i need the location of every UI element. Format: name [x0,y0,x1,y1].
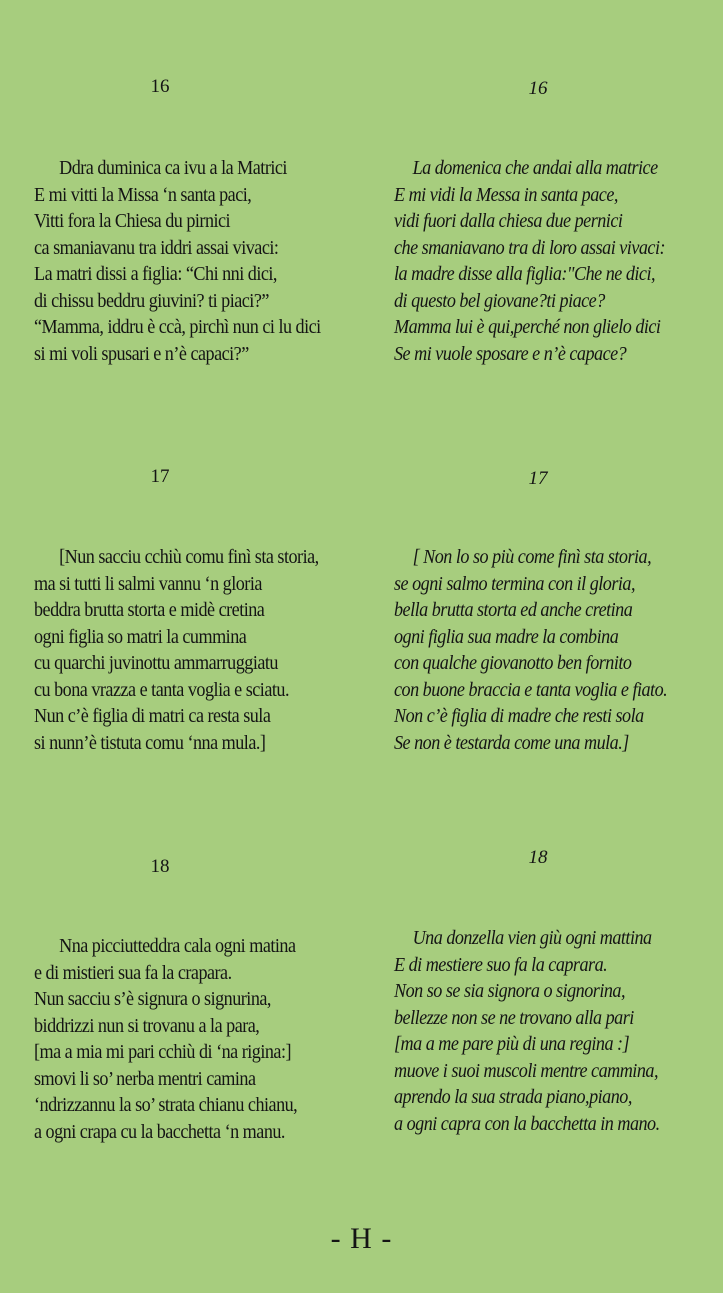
verse-line: la madre disse alla figlia:"Che ne dici, [394,264,656,285]
verse-line: Non c’è figlia di madre che resti sola [394,706,644,727]
sicilian-stanza-16 [34,156,321,368]
verse-line: di questo bel giovane?ti piace? [394,290,605,312]
verse-line: Non so se sia signora o signorina, [394,981,626,1002]
verse-line: Se mi vuole sposare e n’è capace? [394,343,627,365]
verse-line: “Mamma, iddru è ccà, pirchì nun ci lu dici [34,317,321,338]
verse-line: E mi vidi la Messa in santa pace, [394,184,618,206]
verse-line: se ogni salmo termina con il gloria, [394,573,636,595]
verse-line: ogni figlia sua madre la combina [394,626,619,648]
verse-line: vidi fuori dalla chiesa due pernici [394,211,623,232]
verse-line: si nunn’è tistuta comu ‘nna mula.] [34,732,266,754]
verse-line: ogni figlia so matri la cummina [34,626,247,648]
verse-line: cu quarchi juvinottu ammarruggiatu [34,653,278,674]
verse-line: Nun c’è figlia di matri ca resta sula [34,706,271,727]
verse-line: bella brutta storta ed anche cretina [394,600,633,621]
verse-line: con qualche giovanotto ben fornito [394,653,632,674]
stanza-number-left-17: 17 [150,466,170,487]
verse-line: [ma a me pare più di una regina :] [394,1034,630,1055]
stanza-number-left-18: 18 [150,856,170,877]
italian-stanza-18 [394,926,660,1138]
verse-line: muove i suoi muscoli mentre cammina, [394,1060,658,1082]
verse-line: Ddra duminica ca ivu a la Matrici [59,158,287,179]
verse-line: cu bona vrazza e tanta voglia e sciatu. [34,679,289,701]
verse-line: E mi vitti la Missa ‘n santa paci, [34,184,252,206]
verse-line: Nun sacciu s’è signura o signurina, [34,989,271,1010]
verse-line: ‘ndrizzannu la so’ strata chianu chianu, [34,1095,298,1116]
verse-line: ca smaniavanu tra iddri assai vivaci: [34,237,279,259]
verse-line: Mamma lui è qui,perché non glielo dici [394,317,661,338]
verse-line: aprendo la sua strada piano,piano, [394,1087,632,1108]
verse-line: La domenica che andai alla matrice [412,158,658,179]
stanza-number-left-16: 16 [150,76,170,97]
page-footer-letter: - H - [330,1222,393,1255]
verse-line: Se non è testarda come una mula.] [394,732,629,754]
italian-stanza-17 [394,545,667,757]
verse-line: a ogni capra con la bacchetta in mano. [394,1113,660,1135]
stanza-number-right-18: 18 [528,847,548,868]
verse-line: che smaniavano tra di loro assai vivaci: [394,237,666,259]
verse-line: [ma a mia mi pari cchiù di ‘na rigina:] [34,1042,292,1063]
verse-line: e di mistieri sua fa la crapara. [34,962,232,984]
verse-line: a ogni crapa cu la bacchetta ‘n manu. [34,1121,285,1143]
italian-stanza-16 [394,156,665,368]
sicilian-stanza-18 [34,934,297,1146]
verse-line: E di mestiere suo fa la caprara. [394,954,608,976]
verse-line: La matri dissi a figlia: “Chi nni dici, [34,264,277,285]
verse-line: smovi li so’ nerba mentri camina [34,1068,256,1090]
verse-line: si mi voli spusari e n’è capaci?” [34,343,249,365]
verse-line: Una donzella vien giù ogni mattina [412,928,652,949]
verse-line: Vitti fora la Chiesa du pirnici [34,211,231,232]
verse-line: biddrizzi nun si trovanu a la para, [34,1015,260,1037]
verse-line: di chissu beddru giuvini? ti piaci?” [34,290,269,312]
verse-line: [Nun sacciu cchiù comu finì sta storia, [59,547,319,568]
sicilian-stanza-17 [34,545,319,757]
verse-line: beddra brutta storta e midè cretina [34,600,265,621]
verse-line: Nna picciutteddra cala ogni matina [59,936,296,957]
stanza-number-right-17: 17 [528,468,548,489]
verse-line: ma si tutti li salmi vannu ‘n gloria [34,573,262,595]
verse-line: con buone braccia e tanta voglia e fiato. [394,679,668,701]
verse-line: [ Non lo so più come finì sta storia, [412,547,652,568]
verse-line: bellezze non se ne trovano alla pari [394,1007,634,1029]
stanza-number-right-16: 16 [528,78,548,99]
